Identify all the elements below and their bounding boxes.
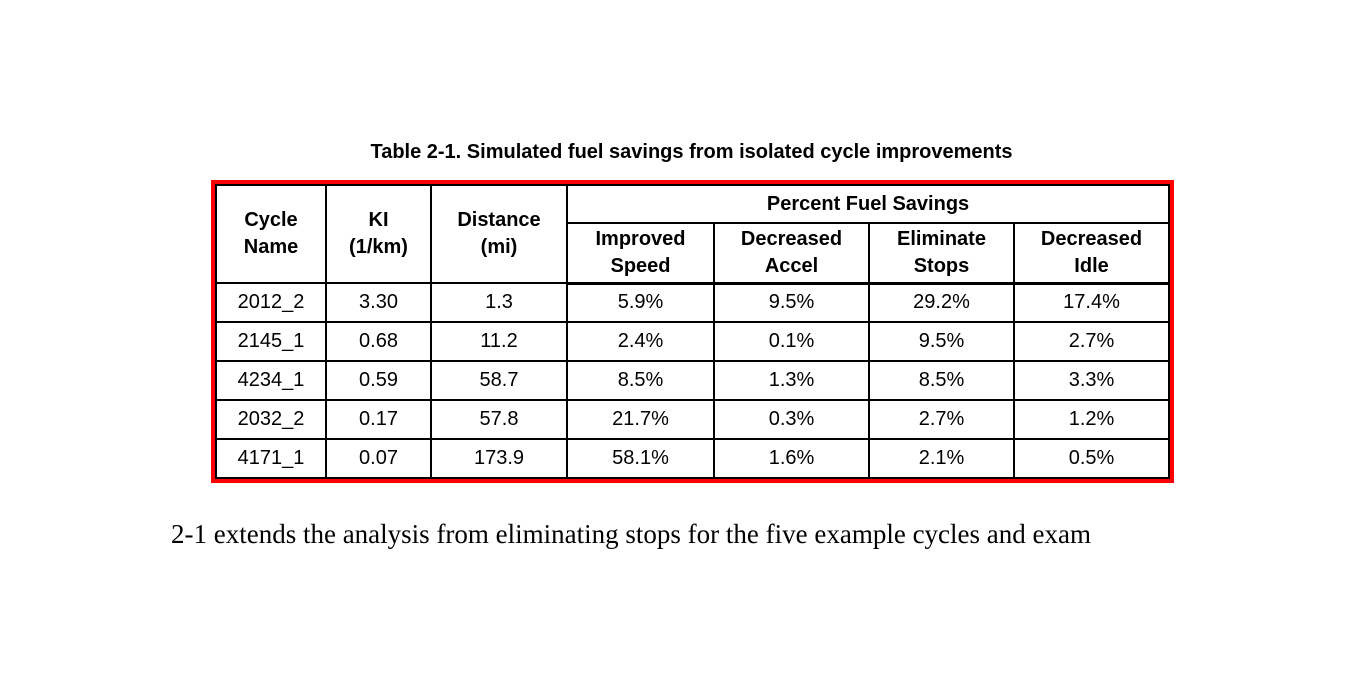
cell-ki: 3.30 (326, 283, 431, 322)
cell-improved-speed: 58.1% (567, 439, 714, 478)
header-line: Name (243, 236, 299, 258)
header-line: Speed (610, 254, 671, 277)
header-decreased-accel (714, 223, 869, 283)
cell-decreased-accel: 1.3% (714, 361, 869, 400)
header-line: Decreased (1040, 227, 1143, 250)
cell-eliminate-stops: 8.5% (869, 361, 1014, 400)
cell-ki: 0.68 (326, 322, 431, 361)
table-red-frame (211, 180, 1174, 483)
table-header (216, 185, 1169, 283)
header-improved-speed (567, 223, 714, 283)
cell-eliminate-stops: 9.5% (869, 322, 1014, 361)
cell-improved-speed: 2.4% (567, 322, 714, 361)
header-distance (431, 185, 567, 283)
header-line: Accel (764, 254, 819, 277)
table-row (216, 400, 1169, 439)
cell-decreased-idle: 3.3% (1014, 361, 1169, 400)
header-line: (1/km) (349, 236, 408, 258)
header-line: Decreased (740, 227, 843, 250)
header-line: Stops (913, 254, 970, 277)
cell-decreased-idle: 0.5% (1014, 439, 1169, 478)
cell-cycle-name: 4234_1 (216, 361, 326, 400)
cell-ki: 0.07 (326, 439, 431, 478)
cell-improved-speed: 8.5% (567, 361, 714, 400)
cell-distance: 1.3 (431, 283, 567, 322)
header-eliminate-stops (869, 223, 1014, 283)
header-line: Improved (595, 227, 686, 250)
header-percent-fuel-savings: Percent Fuel Savings (567, 185, 1169, 223)
header-ki (326, 185, 431, 283)
cell-distance: 11.2 (431, 322, 567, 361)
cell-improved-speed: 5.9% (567, 283, 714, 322)
cell-eliminate-stops: 29.2% (869, 283, 1014, 322)
cell-distance: 173.9 (431, 439, 567, 478)
cell-decreased-idle: 1.2% (1014, 400, 1169, 439)
cell-distance: 57.8 (431, 400, 567, 439)
cell-decreased-accel: 9.5% (714, 283, 869, 322)
cell-decreased-idle: 2.7% (1014, 322, 1169, 361)
header-decreased-idle (1014, 223, 1169, 283)
header-line: Idle (1074, 254, 1109, 277)
header-line: Cycle (244, 209, 298, 231)
cell-eliminate-stops: 2.7% (869, 400, 1014, 439)
table-row (216, 361, 1169, 400)
table-title: Table 2-1. Simulated fuel savings from isolated cycle improvements (370, 141, 1013, 163)
table-row (216, 283, 1169, 322)
cell-eliminate-stops: 2.1% (869, 439, 1014, 478)
header-line: Distance (457, 209, 541, 231)
table-row (216, 439, 1169, 478)
cell-ki: 0.59 (326, 361, 431, 400)
table-body (216, 283, 1169, 478)
cell-cycle-name: 2012_2 (216, 283, 326, 322)
cell-decreased-accel: 0.1% (714, 322, 869, 361)
fuel-savings-table (215, 184, 1170, 479)
cell-distance: 58.7 (431, 361, 567, 400)
header-line: (mi) (480, 236, 518, 258)
cell-cycle-name: 2145_1 (216, 322, 326, 361)
cell-improved-speed: 21.7% (567, 400, 714, 439)
cell-decreased-idle: 17.4% (1014, 283, 1169, 322)
header-line: KI (368, 209, 389, 231)
header-line: Eliminate (897, 227, 986, 250)
header-cycle-name (216, 185, 326, 283)
body-text-line: 2-1 extends the analysis from eliminating stops for the five example cycles and exam (171, 519, 1091, 549)
cell-decreased-accel: 1.6% (714, 439, 869, 478)
cell-cycle-name: 2032_2 (216, 400, 326, 439)
cell-cycle-name: 4171_1 (216, 439, 326, 478)
cell-ki: 0.17 (326, 400, 431, 439)
cell-decreased-accel: 0.3% (714, 400, 869, 439)
header-row-top (216, 185, 1169, 223)
table-row (216, 322, 1169, 361)
